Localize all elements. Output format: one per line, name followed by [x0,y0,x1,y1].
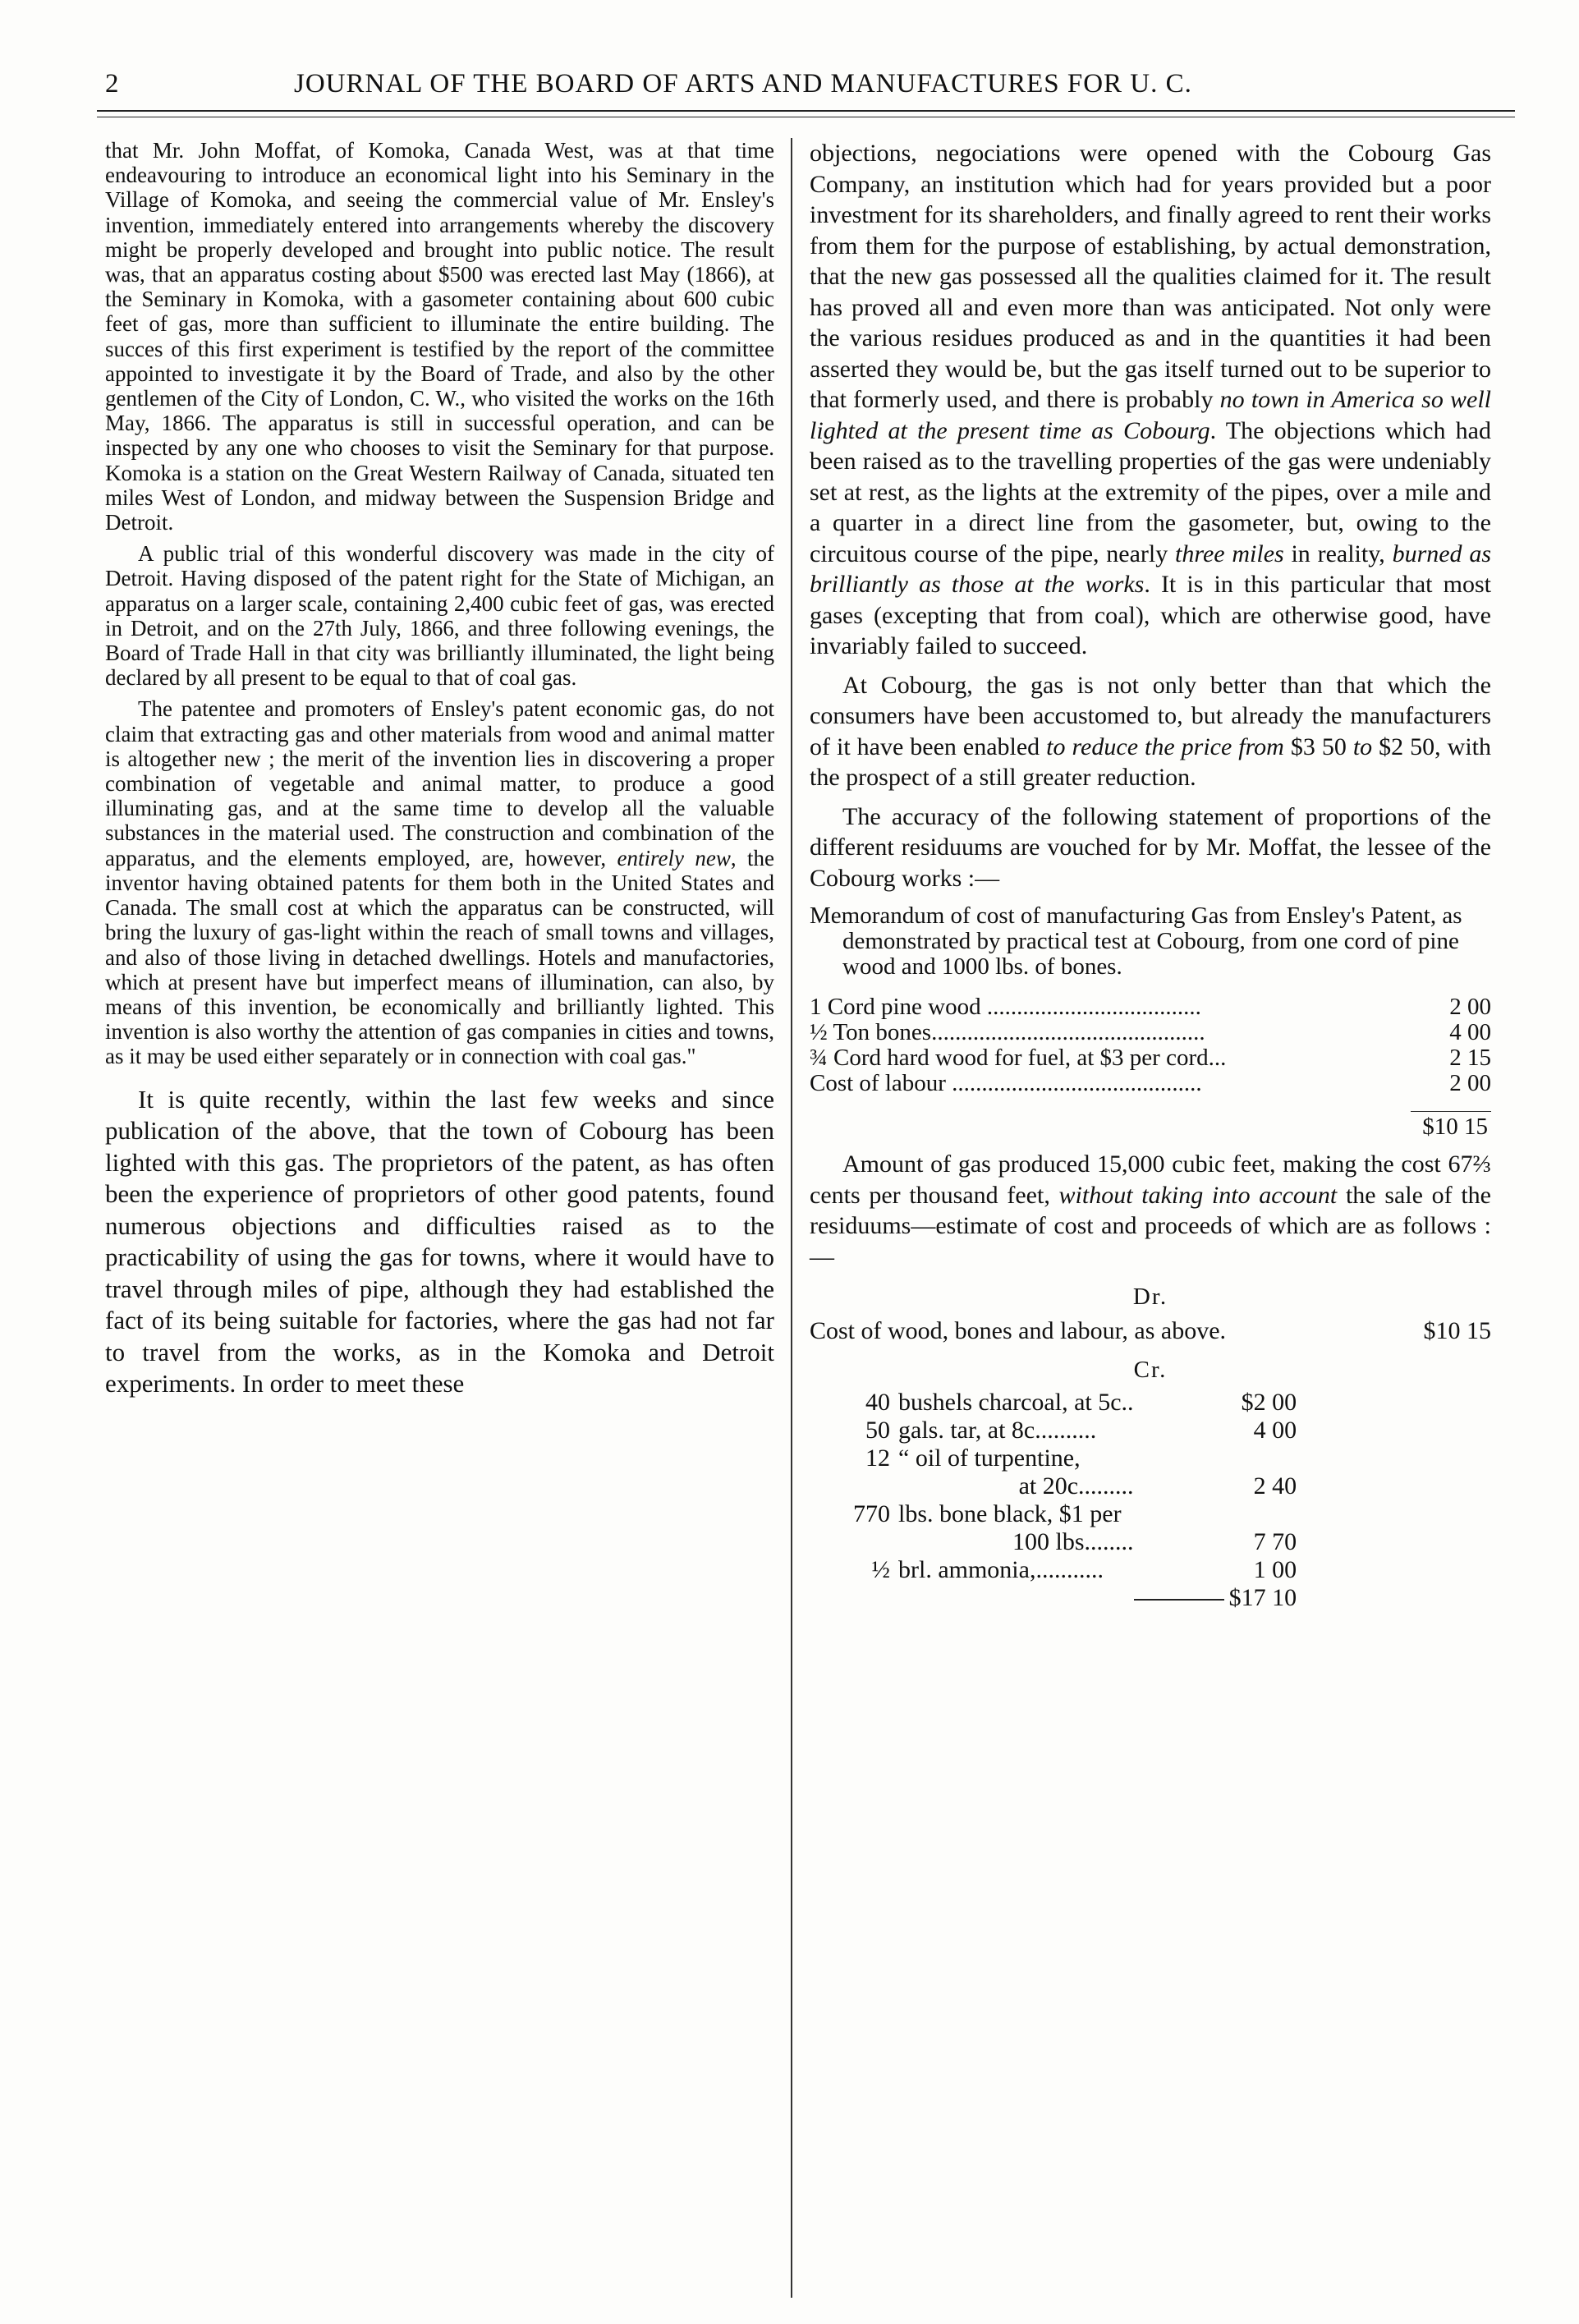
table-row: 100 lbs........ 7 70 [1012,1528,1297,1555]
credit-label: Cr. [1133,1357,1168,1383]
paragraph-gas-produced: Amount of gas produced 15,000 cubic feet, making the cost 67⅔ cents per thousand feet, without taking into account the sale of the residuums—estimate of cost and proceeds of which are as follows :— [810,1151,1491,1270]
page-number: 2 [105,69,120,99]
left-column [105,138,774,1400]
paragraph-detroit-trial: A public trial of this wonderful discovery was made in the city of Detroit. Having disposed of the patent right for the State of Michigan, an apparatus on a larger scale, containing 2,400 cubic feet of gas, was erected in Detroit, and on the 27th July, 1866, and three following evenings, the Board of Trade Hall in that city was brilliantly illuminated, the light being declared by all present to be equal to that of coal gas. [105,541,774,691]
table-row: ½ brl. ammonia,........... 1 00 [871,1556,1297,1583]
table-row: Cost of labour .......................................... 2 00 [810,1070,1491,1096]
total-dash [1134,1599,1224,1601]
memorandum-heading: Memorandum of cost of manufacturing Gas from Ensley's Patent, as demonstrated by practical test at Cobourg, from one cord of pine wood and 1000 lbs. of bones. [810,903,1462,980]
paragraph-price-reduction: At Cobourg, the gas is not only better than that which the consumers have been accustomed to, but already the manufacturers of it have been enabled to reduce the price from $3 50 to $2 50, with the prospect of a still greater reduction. [810,671,1491,791]
journal-title: JOURNAL OF THE BOARD OF ARTS AND MANUFACTURES FOR U. C. [294,69,1192,99]
table-row: at 20c......... 2 40 [1018,1472,1297,1500]
table-row: 12 “ oil of turpentine, [865,1444,1081,1472]
debit-line: Cost of wood, bones and labour, as above. $10 15 [810,1317,1491,1344]
paragraph-cobourg-intro: It is quite recently, within the last few weeks and since publication of the above, that the town of Cobourg has been lighted with this gas. The proprietors of the patent, as has often been the experience of proprietors of other good patents, found numerous objections and difficulties raised as to the practicability of using the gas for towns, where it would have to travel through miles of pipe, although they had established the fact of its being suitable for factories, where the gas had not far to travel from the works, as in the Komoka and Detroit experiments. In order to meet these [105,1084,774,1399]
cost-table [810,994,1491,1096]
table-row: ½ Ton bones.............................................. 4 00 [810,1019,1491,1045]
table-row: 40 bushels charcoal, at 5c.. $2 00 [865,1389,1297,1416]
table-row: ¾ Cord hard wood for fuel, at $3 per cord... 2 15 [810,1045,1491,1071]
paragraph-patentee: The patentee and promoters of Ensley's patent economic gas, do not claim that extracting gas and other materials from wood and animal matter is altogether new ; the merit of the invention lies in discovering a proper combination of vegetable and animal matter, to produce a good illuminating gas, and at the same time to develop all the valuable substances in the material used. The construction and combination of the apparatus, and the elements employed, are, however, entirely new, the inventor having obtained patents for them both in the United States and Canada. The small cost at which the apparatus can be constructed, will bring the luxury of gas-light within the reach of small towns and villages, and also of those living in detached dwellings. Hotels and manufactories, which at present have but imperfect means of illumination, can also, by means of this invention, be economically and brilliantly lighted. This invention is also worthy the attention of gas companies in cities and towns, as it may be used either separately or in connection with coal gas." [105,696,774,1069]
paragraph-negociations: objections, negociations were opened with the Cobourg Gas Company, an institution which had for years provided but a poor investment for its shareholders, and finally agreed to rent their works from them for the purpose of establishing, by actual demonstration, that the new gas possessed all the qualities claimed for it. The result has proved all and even more than was anticipated. Not only were the various residues produced as and in the quantities it had been asserted they would be, but the gas itself turned out to be superior to that formerly used, and there is probably no town in America so well lighted at the present time as Cobourg. The objections which had been raised as to the travelling properties of the gas were undeniably set at rest, as the lights at the extremity of the pipes, over a mile and a quarter in a direct line from the gasometer, but, owing to the circuitous course of the pipe, nearly three miles in reality, burned as brilliantly as those at the works. It is in this particular that most gases (excepting that from coal), which are otherwise good, have invariably failed to succeed. [810,140,1492,659]
table-row: 50 gals. tar, at 8c.......... 4 00 [865,1417,1297,1444]
table-row [834,1584,1297,1612]
debit-label: Dr. [1132,1284,1168,1310]
column-divider [791,138,792,2298]
credit-total: $17 10 [1228,1584,1297,1611]
table-row: 770 lbs. bone black, $1 per [853,1500,1122,1527]
paragraph-komoka: that Mr. John Moffat, of Komoka, Canada West, was at that time endeavouring to introduce an economical light into his Seminary in the Village of Komoka, and seeing the commercial value of Mr. Ensley's invention, immediately entered into arrangements whereby the discovery might be properly developed and brought into public notice. The result was, that an apparatus costing about $500 was erected last May (1866), at the Seminary in Komoka, with a gasometer containing about 600 cubic feet of gas, more than sufficient to illuminate the entire building. The succes of this first experiment is testified by the report of the committee appointed to investigate it by the Board of Trade, and also by the other gentlemen of the City of London, C. W., who visited the works on the 16th May, 1866. The apparatus is still in successful operation, and can be inspected by any one who chooses to visit the Seminary for that purpose. Komoka is a station on the Great Western Railway of Canada, situated ten miles West of London, and midway between the Suspension Bridge and Detroit. [105,138,774,535]
right-column [810,138,1491,1612]
credit-table [834,1389,1297,1612]
table-row: 1 Cord pine wood .................................... 2 00 [810,994,1491,1020]
running-header [97,69,1515,102]
paragraph-accuracy: The accuracy of the following statement of proportions of the different residuums are vouched for by Mr. Moffat, the lessee of the Cobourg works :— [810,802,1491,892]
header-rule [97,110,1515,112]
cost-total: $10 15 [810,1111,1491,1141]
